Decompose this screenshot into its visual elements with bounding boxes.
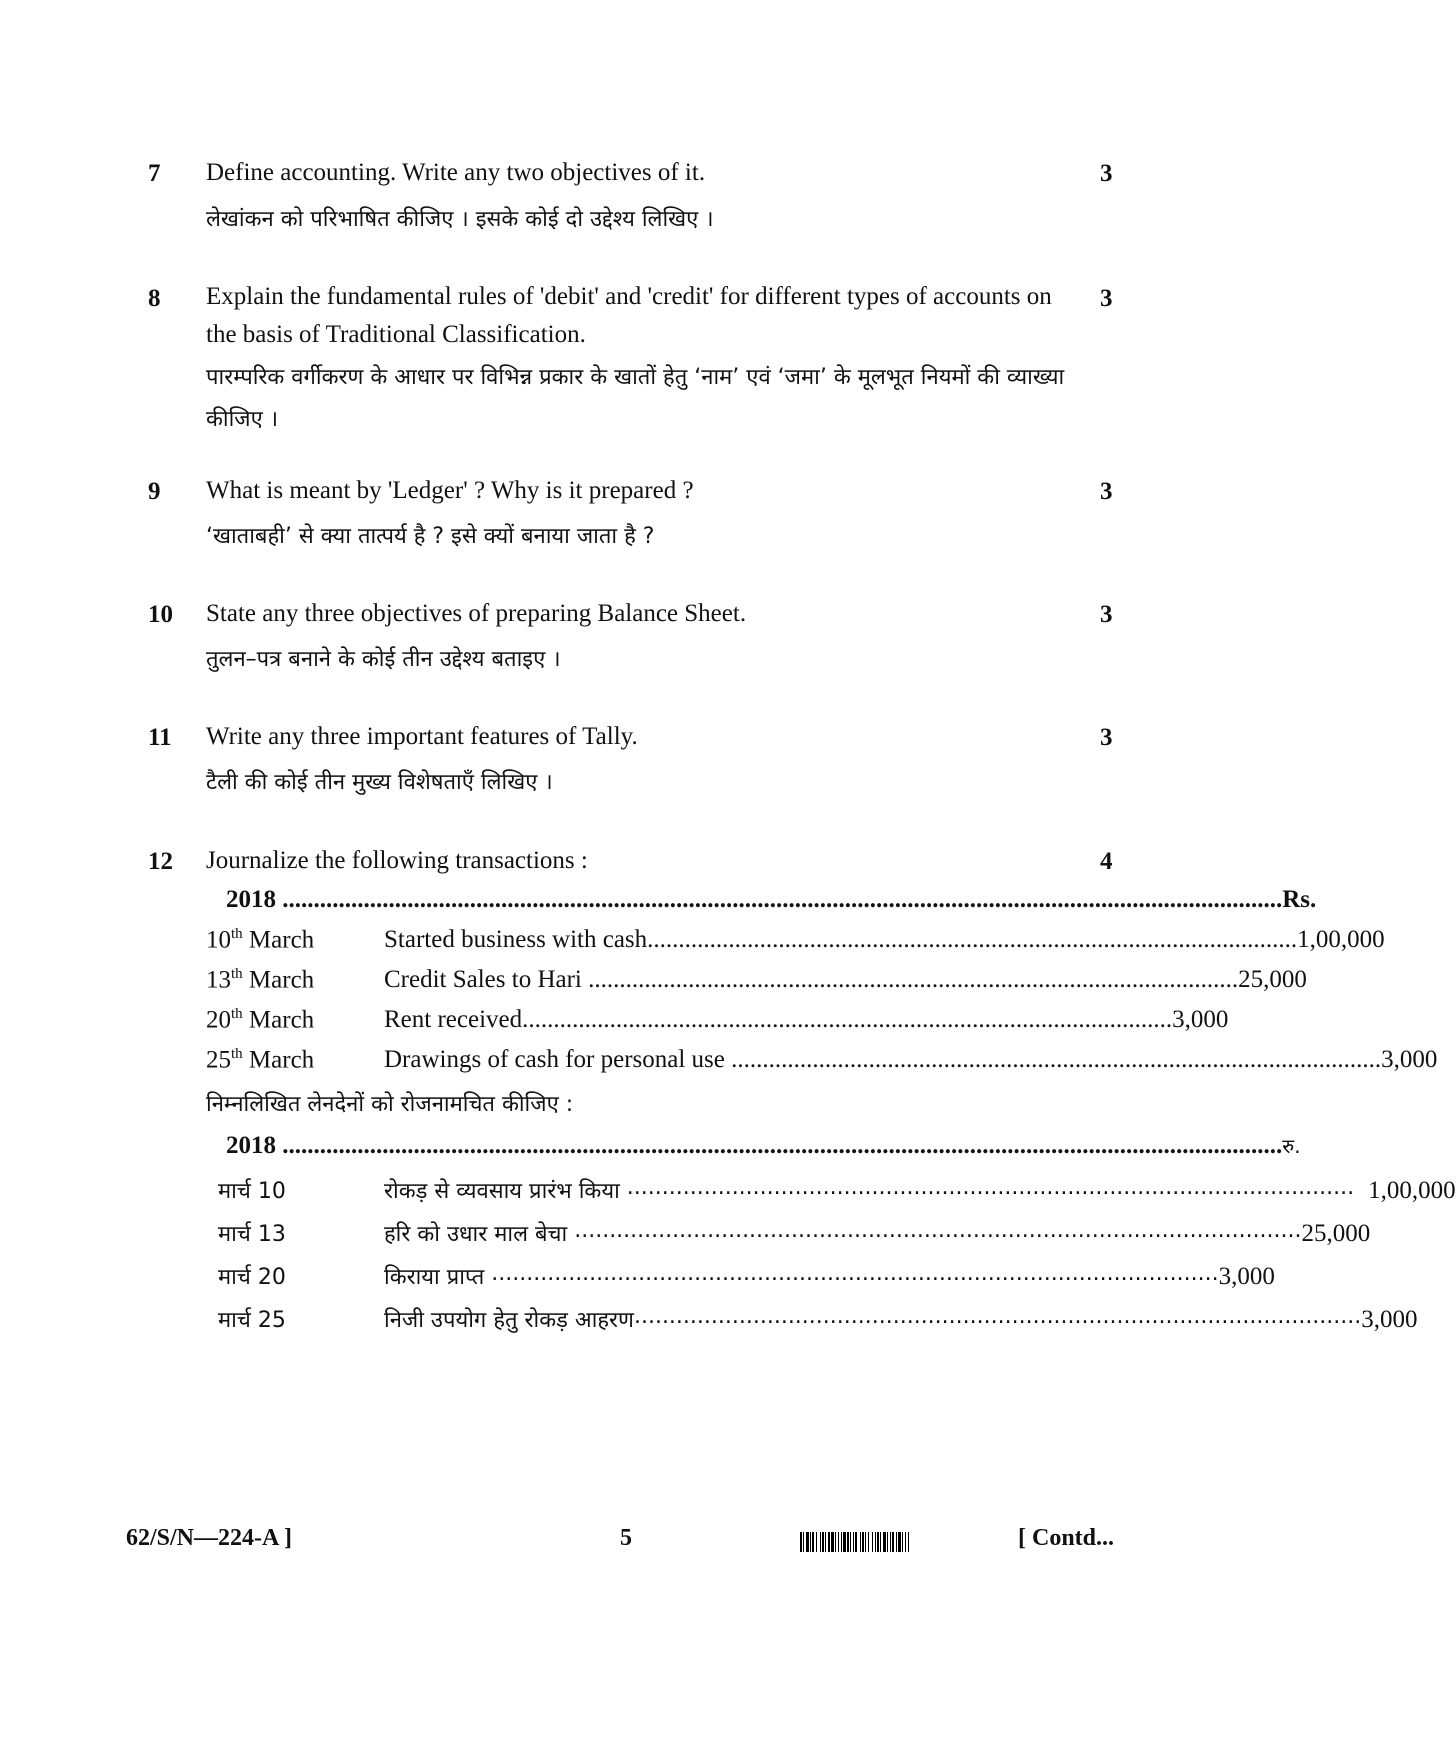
question-text-en: What is meant by 'Ledger' ? Why is it prepared ? bbox=[206, 477, 694, 504]
transaction-desc: हरि को उधार माल बेचा ........................................................................................................ bbox=[384, 1218, 1302, 1247]
transactions-header-en bbox=[226, 886, 1317, 914]
currency-label: रु. bbox=[1282, 1134, 1301, 1158]
transaction-row bbox=[206, 1006, 1229, 1040]
question-text-en: State any three objectives of preparing Balance Sheet. bbox=[206, 600, 747, 627]
year-label: 2018 bbox=[226, 1132, 276, 1159]
transaction-desc: रोकड़ से व्यवसाय प्रारंभ किया ........................................................................................................ bbox=[384, 1175, 1355, 1204]
transaction-amount: 3,000 bbox=[1172, 1006, 1229, 1034]
question-number: 12 bbox=[148, 848, 173, 875]
transaction-row bbox=[206, 926, 1385, 960]
question-number: 11 bbox=[148, 724, 172, 751]
transaction-row bbox=[206, 1261, 1275, 1295]
question-number: 7 bbox=[148, 160, 161, 187]
transaction-amount: 25,000 bbox=[1238, 966, 1307, 994]
transaction-desc: Drawings of cash for personal use ........................................................................................................ bbox=[384, 1046, 1382, 1074]
transactions-header-hi bbox=[226, 1132, 1301, 1160]
question-marks: 3 bbox=[1100, 724, 1113, 751]
transaction-amount: 3,000 bbox=[1381, 1046, 1438, 1074]
transaction-amount: 3,000 bbox=[1361, 1306, 1418, 1333]
currency-label: Rs. bbox=[1282, 886, 1317, 913]
contd-label: [ Contd... bbox=[1018, 1525, 1115, 1551]
question-text-hi: लेखांकन को परिभाषित कीजिए । इसके कोई दो उद्देश्य लिखिए । bbox=[206, 207, 714, 232]
transaction-amount: 1,00,000 bbox=[1368, 1177, 1456, 1204]
transaction-date: 13th March bbox=[206, 966, 315, 994]
transaction-amount: 3,000 bbox=[1218, 1263, 1275, 1290]
question-text-hi: टैली की कोई तीन मुख्य विशेषताएँ लिखिए । bbox=[206, 770, 553, 795]
question-marks: 4 bbox=[1100, 848, 1113, 875]
question-text-en: Define accounting. Write any two objectives of it. bbox=[206, 159, 706, 186]
dot-leader: ................................................................................................................................................................ bbox=[276, 886, 1283, 913]
transaction-date: 25th March bbox=[206, 1046, 315, 1074]
transaction-row bbox=[206, 1175, 1456, 1209]
transaction-row bbox=[206, 1046, 1438, 1080]
barcode-stripe bbox=[909, 1532, 910, 1552]
transaction-date: मार्च 10 bbox=[218, 1179, 286, 1204]
transaction-row bbox=[206, 1304, 1418, 1338]
question-marks: 3 bbox=[1100, 478, 1113, 505]
transaction-date: 20th March bbox=[206, 1006, 315, 1034]
question-marks: 3 bbox=[1100, 160, 1113, 187]
question-marks: 3 bbox=[1100, 285, 1113, 312]
question-text-hi: ‘खाताबही’ से क्या तात्पर्य है ? इसे क्यों बनाया जाता है ? bbox=[206, 524, 655, 549]
transaction-row bbox=[206, 1218, 1371, 1252]
transaction-amount: 1,00,000 bbox=[1297, 926, 1385, 954]
transaction-date: मार्च 20 bbox=[218, 1265, 286, 1290]
year-label: 2018 bbox=[226, 886, 276, 913]
transaction-desc: Rent received ........................................................................................................ bbox=[384, 1006, 1173, 1034]
question-text-en: Write any three important features of Tally. bbox=[206, 723, 638, 750]
paper-code: 62/S/N—224-A ] bbox=[126, 1525, 293, 1551]
question-text-hi: तुलन–पत्र बनाने के कोई तीन उद्देश्य बताइए । bbox=[206, 647, 561, 672]
transaction-date: मार्च 25 bbox=[218, 1308, 286, 1333]
question-number: 9 bbox=[148, 478, 161, 505]
transaction-row bbox=[206, 966, 1307, 1000]
transaction-desc: निजी उपयोग हेतु रोकड़ आहरण ........................................................................................................ bbox=[384, 1304, 1362, 1333]
transaction-date: मार्च 13 bbox=[218, 1222, 286, 1247]
dot-leader: ................................................................................................................................................................ bbox=[276, 1132, 1283, 1159]
page-number: 5 bbox=[620, 1525, 632, 1551]
question-number: 10 bbox=[148, 601, 173, 628]
question-marks: 3 bbox=[1100, 601, 1113, 628]
transaction-desc: Credit Sales to Hari ........................................................................................................ bbox=[384, 966, 1239, 994]
transaction-amount: 25,000 bbox=[1301, 1220, 1371, 1247]
transaction-desc: Started business with cash ........................................................................................................ bbox=[384, 926, 1298, 954]
question-text-en: Explain the fundamental rules of 'debit' and 'credit' for different types of accounts on the basis of Traditional Classification. bbox=[206, 283, 1052, 348]
question-text-hi: निम्नलिखित लेनदेनों को रोजनामचित कीजिए : bbox=[206, 1092, 574, 1117]
question-text-hi: पारम्परिक वर्गीकरण के आधार पर विभिन्न प्रकार के खातों हेतु ‘नाम’ एवं ‘जमा’ के मूलभूत नियमों की व्याख्या कीजिए । bbox=[206, 365, 1065, 432]
transaction-desc: किराया प्राप्त ........................................................................................................ bbox=[384, 1261, 1219, 1290]
question-number: 8 bbox=[148, 285, 161, 312]
barcode-icon bbox=[800, 1532, 1008, 1552]
question-text-en: Journalize the following transactions : bbox=[206, 847, 588, 874]
transaction-date: 10th March bbox=[206, 926, 315, 954]
